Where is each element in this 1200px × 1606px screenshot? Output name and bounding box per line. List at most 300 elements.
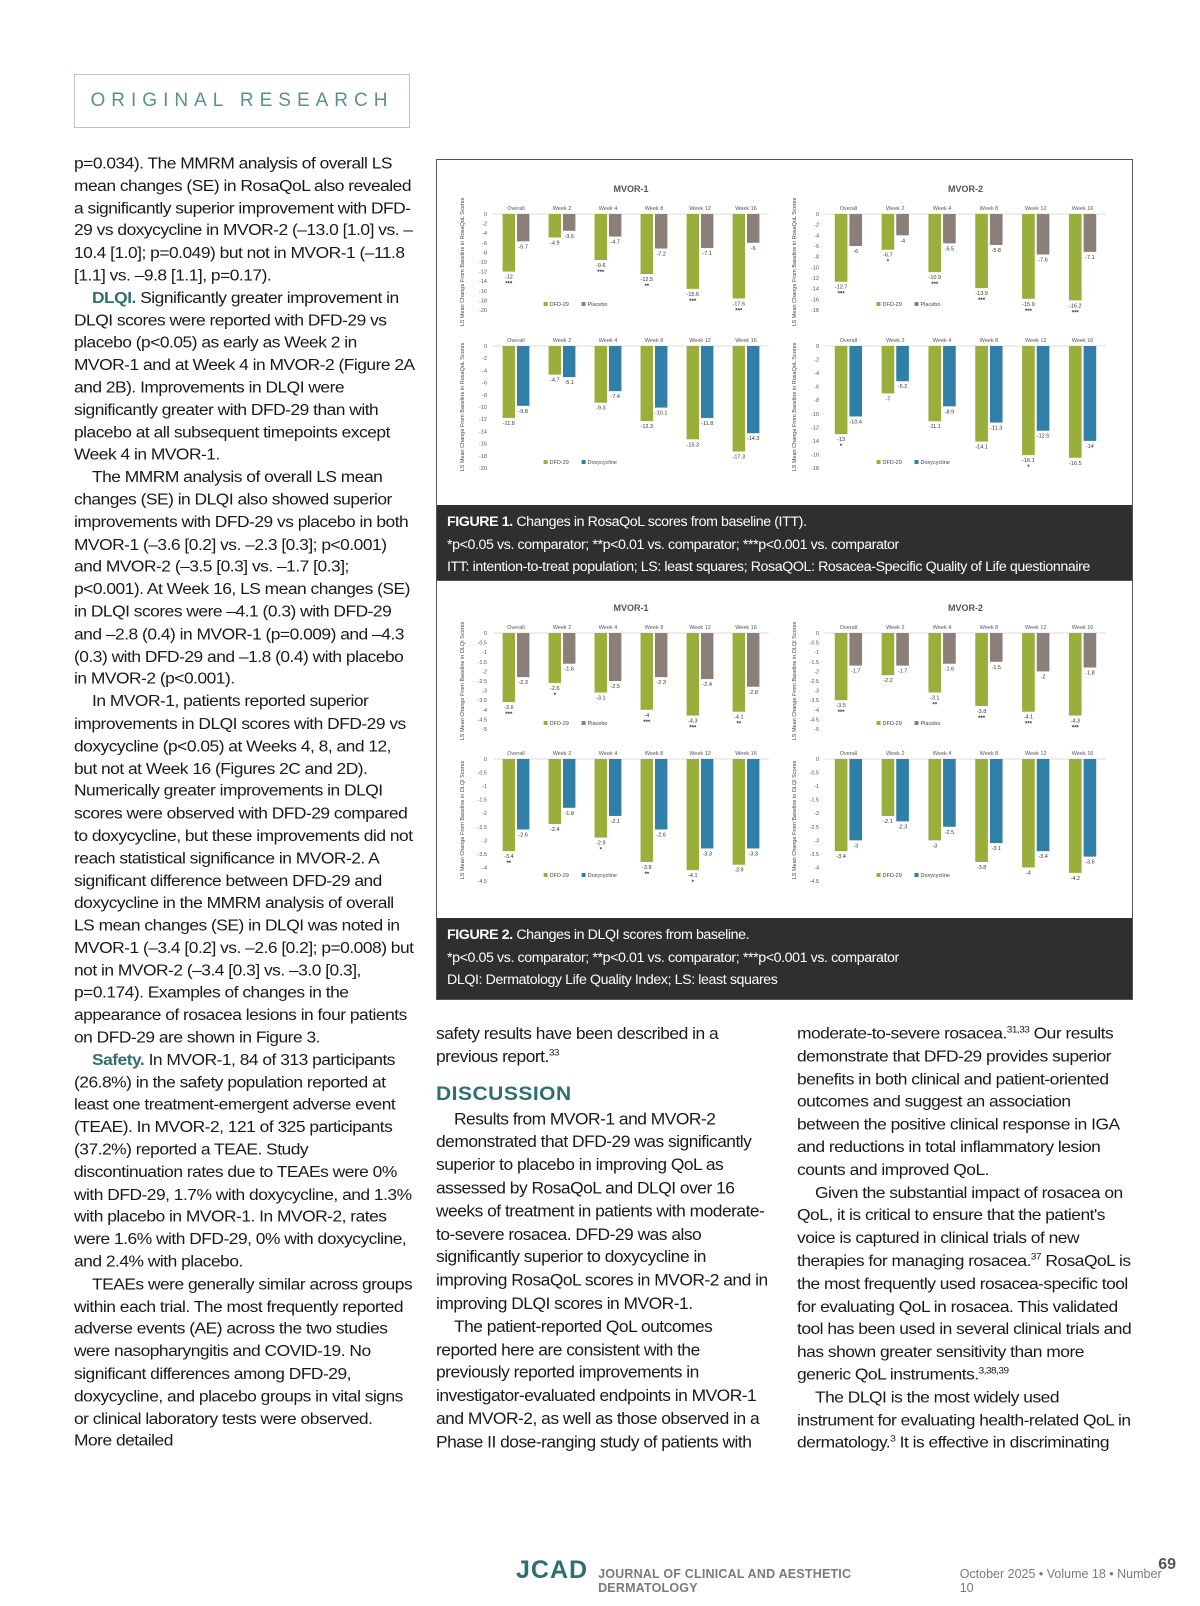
significance-mark: *** <box>643 719 651 726</box>
bar-doxycycline <box>701 346 713 418</box>
data-label: -3.8 <box>976 865 987 872</box>
y-tick-label: -12 <box>811 425 819 432</box>
data-label: -4 <box>900 238 906 245</box>
bar-placebo <box>1037 633 1050 671</box>
data-label: -7.6 <box>1038 257 1048 264</box>
y-tick-label: 0 <box>483 757 487 763</box>
category-label: Week 2 <box>552 338 572 344</box>
y-axis-label: LS Mean Change From Baseline in DLQI Scores <box>792 760 798 880</box>
data-label: -9.8 <box>518 408 528 415</box>
data-label: -6 <box>853 249 859 255</box>
reference-37: 37 <box>1030 1252 1042 1263</box>
bar-doxycycline <box>563 346 575 377</box>
data-label: -10.4 <box>849 419 863 426</box>
bar-placebo <box>896 633 909 666</box>
category-label: Overall <box>839 206 858 212</box>
y-tick-label: -16 <box>811 452 819 459</box>
data-label: -9.3 <box>596 405 606 412</box>
y-tick-label: -10 <box>479 260 487 266</box>
dlqi-heading: DLQI. <box>92 288 136 307</box>
significance-mark: * <box>599 847 602 854</box>
y-tick-label: -2 <box>814 357 819 364</box>
bar-placebo <box>747 633 759 687</box>
chart-fig1-mvor1-doxy <box>460 338 769 472</box>
significance-mark: ** <box>736 721 742 728</box>
bar-dfd-29 <box>641 214 653 274</box>
significance-mark: *** <box>1024 721 1032 728</box>
category-label: Week 4 <box>932 206 952 212</box>
bar-doxycycline <box>1037 346 1050 431</box>
bar-placebo <box>655 214 667 249</box>
y-axis-label: LS Mean Change From Baseline in RosaQoL Scores <box>792 197 798 327</box>
bar-doxycycline <box>896 346 909 381</box>
left-paragraph-safety <box>74 1049 414 1273</box>
data-label: -11.3 <box>990 425 1003 432</box>
figure-1 <box>436 159 1133 587</box>
bar-dfd-29 <box>928 633 941 693</box>
reference-3: 3 <box>890 1434 896 1445</box>
significance-mark: *** <box>978 298 986 305</box>
journal-logo: JCAD <box>516 1556 589 1584</box>
legend-swatch <box>877 460 881 464</box>
y-tick-label: -16 <box>811 297 819 304</box>
y-tick-label: -4 <box>482 231 487 238</box>
y-tick-label: -5 <box>482 727 487 733</box>
data-label: -2 <box>1040 674 1046 681</box>
y-tick-label: -2 <box>814 669 819 676</box>
data-label: -11.8 <box>701 420 714 427</box>
data-label: -4.7 <box>550 377 560 384</box>
data-label: -5.8 <box>991 247 1001 254</box>
y-tick-label: -4 <box>814 865 819 872</box>
data-label: -17.6 <box>732 301 746 308</box>
bar-placebo <box>701 214 713 248</box>
data-label: -1.8 <box>1085 670 1095 677</box>
significance-mark: ** <box>506 861 512 868</box>
significance-mark: *** <box>837 291 845 298</box>
legend-label: Placebo <box>587 721 608 727</box>
category-label: Overall <box>839 625 858 631</box>
data-label: -14 <box>1085 443 1094 450</box>
left-paragraph-4: In MVOR-1, patients reported superior improvements in DLQI scores with DFD-29 vs doxycycline (p<0.05) at Weeks 4, 8, and 12, but not at Week 16 (Figures 2C and 2D). Numerically greater improvements in DLQI scores were observed with DFD-29 compared to doxycycline, but these improvements did not reach statistical significance in MVOR-2. A significant difference between DFD-29 and doxycycline in the MMRM analysis of overall LS mean changes (SE) in DLQI was noted in MVOR-1 (–3.4 [0.2] vs. –2.6 [0.2]; p=0.008) but not in MVOR-2 (–3.4 [0.3] vs. –3.0 [0.3], p=0.174). Examples of changes in the appearance of rosacea lesions in four patients on DFD-29 are shown in Figure 3. <box>74 691 414 1047</box>
y-axis-label: LS Mean Change From Baseline in RosaQoL Scores <box>460 342 466 472</box>
legend-swatch <box>582 873 586 877</box>
significance-mark: * <box>839 444 843 451</box>
data-label: -3.1 <box>930 695 940 702</box>
bar-placebo <box>701 633 713 679</box>
y-axis-label: LS Mean Change From Baseline in DLQI Scores <box>792 621 798 741</box>
data-label: -12.5 <box>1036 433 1050 440</box>
figure-2-title: Changes in DLQI scores from baseline. <box>512 927 750 943</box>
category-label: Week 16 <box>735 751 757 757</box>
legend-label: Placebo <box>587 302 608 308</box>
bar-placebo <box>1037 214 1050 255</box>
significance-mark: *** <box>689 298 697 305</box>
bar-dfd-29 <box>503 214 515 272</box>
data-label: -6 <box>750 245 756 252</box>
data-label: -16.2 <box>1068 303 1082 310</box>
bar-dfd-29 <box>1022 759 1035 867</box>
data-label: -13 <box>837 437 846 444</box>
data-label: -3 <box>853 843 859 850</box>
bar-doxycycline <box>896 759 909 821</box>
data-label: -2.8 <box>748 689 758 696</box>
y-tick-label: -0.5 <box>809 640 819 647</box>
legend-label: DFD-29 <box>549 721 569 727</box>
bar-doxycycline <box>517 346 529 406</box>
y-tick-label: -1 <box>814 650 819 657</box>
category-label: Week 12 <box>1024 338 1047 344</box>
bar-doxycycline <box>990 759 1003 843</box>
figure-2-label: FIGURE 2. <box>447 927 513 943</box>
legend-label: DFD-29 <box>549 302 569 308</box>
bar-dfd-29 <box>1022 346 1035 455</box>
right-p2b: RosaQoL is the most frequently used rosacea-specific tool for evaluating QoL in rosacea. This validated tool has been used in several clinical trials and has shown greater sensitivity than more generic QoL instruments. <box>797 1251 1132 1384</box>
bar-doxycycline <box>1037 759 1050 851</box>
bar-dfd-29 <box>549 214 561 238</box>
bar-placebo <box>1084 214 1097 252</box>
bar-dfd-29 <box>595 633 607 693</box>
y-tick-label: -10 <box>811 411 819 418</box>
y-tick-label: -6 <box>482 380 487 387</box>
bar-doxycycline <box>849 346 862 416</box>
data-label: -5.7 <box>518 244 528 251</box>
y-tick-label: -2 <box>814 811 819 818</box>
category-label: Week 8 <box>644 338 664 344</box>
data-label: -5.1 <box>564 380 574 387</box>
middle-column <box>436 1022 772 1454</box>
data-label: -3.5 <box>836 703 846 710</box>
y-tick-label: 0 <box>815 212 819 218</box>
bar-placebo <box>517 633 529 677</box>
category-label: Week 16 <box>735 338 757 344</box>
y-tick-label: -4.5 <box>477 879 487 885</box>
category-label: Week 16 <box>1071 206 1094 212</box>
dlqi-text: Significantly greater improvement in DLQI scores were reported with DFD-29 vs placebo (p<0.05) as early as Week 2 in MVOR-1 and at Week 4 in MVOR-2 (Figure 2A and 2B). Improvements in DLQI were significantly greater with DFD-29 than with placebo at all subsequent timepoints except Week 4 in MVOR-1. <box>74 288 414 464</box>
y-tick-label: -3 <box>482 688 487 695</box>
safety-text: In MVOR-1, 84 of 313 participants (26.8%) in the safety population reported at least one treatment-emergent adverse event (TEAE). In MVOR-2, 121 of 325 participants (37.2%) reported a TEAE. Study discontinuation rates due to TEAEs were 0% with DFD-29, 1.7% with doxycycline, and 1.3% with placebo in MVOR-1. In MVOR-2, rates were 1.6% with DFD-29, 0% with doxycycline, and 2.4% with placebo. <box>74 1050 412 1271</box>
right-p2a: Given the substantial impact of rosacea on QoL, it is critical to ensure that the patient's voice is captured in clinical trials of new therapies for managing rosacea. <box>797 1183 1123 1270</box>
y-tick-label: 0 <box>483 344 487 350</box>
figure-2-charts <box>437 581 1132 918</box>
figure-1-abbreviations: ITT: intention-to-treat population; LS: least squares; RosaQOL: Rosacea-Specific Quality of Life questionnaire <box>447 559 1090 575</box>
bar-dfd-29 <box>549 346 561 375</box>
y-tick-label: -3.5 <box>809 851 819 858</box>
y-tick-label: -5 <box>814 727 819 733</box>
category-label: Overall <box>839 751 858 757</box>
bar-dfd-29 <box>733 214 745 298</box>
y-tick-label: -6 <box>814 244 819 250</box>
y-tick-label: -4 <box>482 368 487 375</box>
legend-swatch <box>877 873 881 877</box>
y-tick-label: -6 <box>482 240 487 247</box>
y-tick-label: -0.5 <box>477 640 487 647</box>
y-axis-label: LS Mean Change From Baseline in DLQI Scores <box>460 760 466 880</box>
y-tick-label: -2.5 <box>477 824 487 831</box>
legend-swatch <box>582 302 586 306</box>
right-column <box>797 1022 1137 1454</box>
bar-placebo <box>563 633 575 664</box>
significance-mark: *** <box>931 282 939 289</box>
category-label: Week 8 <box>644 625 664 631</box>
legend-swatch <box>582 721 586 725</box>
reference-33: 33 <box>548 1048 559 1059</box>
significance-mark: *** <box>1071 725 1079 732</box>
y-tick-label: -8 <box>482 250 487 257</box>
journal-name: JOURNAL OF CLINICAL AND AESTHETIC DERMATOLOGY <box>598 1567 852 1595</box>
significance-mark: * <box>691 880 694 887</box>
data-label: -5.2 <box>897 384 908 391</box>
legend-swatch <box>544 302 548 306</box>
bar-dfd-29 <box>882 346 895 393</box>
legend-label: DFD-29 <box>882 873 902 879</box>
category-label: Week 12 <box>1024 751 1047 757</box>
y-tick-label: -2.5 <box>809 824 819 831</box>
bar-dfd-29 <box>687 346 699 439</box>
category-label: Week 2 <box>885 751 905 757</box>
data-label: -14.3 <box>746 436 760 443</box>
bar-placebo <box>655 633 667 677</box>
figure-2-caption <box>437 918 1132 999</box>
bar-dfd-29 <box>733 346 745 452</box>
category-label: Week 2 <box>552 206 572 212</box>
data-label: -4.2 <box>1070 875 1081 882</box>
legend-swatch <box>915 460 919 464</box>
figure-1-charts <box>437 160 1132 505</box>
y-tick-label: -14 <box>479 429 487 436</box>
middle-p1-text: safety results have been described in a previous report. <box>436 1023 719 1066</box>
legend-label: Placebo <box>920 302 941 308</box>
significance-mark: *** <box>505 281 513 288</box>
y-tick-label: -1.5 <box>809 659 819 666</box>
y-tick-label: -1.5 <box>477 797 487 804</box>
category-label: Week 16 <box>1071 751 1094 757</box>
data-label: -11.1 <box>928 424 941 431</box>
data-label: -15.3 <box>686 442 700 449</box>
reference-31-33: 31,33 <box>1006 1024 1030 1036</box>
data-label: -2.6 <box>656 832 666 839</box>
data-label: -11.8 <box>502 420 515 427</box>
bar-doxycycline <box>1084 346 1097 441</box>
y-tick-label: -18 <box>811 308 819 314</box>
left-paragraph-3: The MMRM analysis of overall LS mean changes (SE) in DLQI also showed superior improvements with DFD-29 vs placebo in both MVOR-1 (–3.6 [0.2] vs. –2.3 [0.3]; p<0.001) and MVOR-2 (–3.5 [0.3] vs. –1.7 [0.3]; p<0.001). At Week 16, LS mean changes (SE) in DLQI scores were –4.1 (0.3) with DFD-29 and –2.8 (0.4) in MVOR-1 (p=0.009) and –4.3 (0.3) with DFD-29 and –1.8 (0.4) with placebo in MVOR-2 (p<0.001). <box>74 467 410 688</box>
bar-dfd-29 <box>1022 214 1035 299</box>
section-label-box <box>74 74 410 128</box>
significance-mark: *** <box>505 712 513 719</box>
data-label: -6.7 <box>883 252 893 259</box>
category-label: Week 8 <box>644 751 664 757</box>
y-tick-label: -1 <box>482 784 487 791</box>
data-label: -3.1 <box>991 846 1001 853</box>
data-label: -3.1 <box>596 695 606 702</box>
data-label: -3.8 <box>642 865 652 872</box>
bar-dfd-29 <box>641 759 653 862</box>
y-tick-label: -12 <box>811 276 819 282</box>
category-label: Week 4 <box>598 338 618 344</box>
y-axis-label: LS Mean Change From Baseline in RosaQoL Scores <box>792 342 798 472</box>
middle-paragraph-3: The patient-reported QoL outcomes reported here are consistent with the previously reported improvements in investigator-evaluated endpoints in MVOR-1 and MVOR-2, as well as those observed in a Phase II dose-ranging study of patients with <box>436 1316 760 1451</box>
data-label: -7.4 <box>610 394 620 401</box>
left-paragraph-6: TEAEs were generally similar across groups within each trial. The most frequently reported adverse events (AE) across the two studies were nasopharyngitis and COVID-19. No significant differences among DFD-29, doxycycline, and placebo groups in vital signs or clinical laboratory tests were observed. More detailed <box>74 1274 413 1450</box>
data-label: -1.6 <box>944 666 955 673</box>
category-label: Overall <box>839 338 858 344</box>
data-label: -3.3 <box>702 851 712 858</box>
data-label: -7.1 <box>702 251 712 258</box>
data-label: -7.1 <box>1085 254 1095 261</box>
data-label: -2.9 <box>596 840 606 847</box>
category-label: Week 16 <box>1071 338 1094 344</box>
bar-doxycycline <box>563 759 575 808</box>
data-label: -3.6 <box>1085 859 1095 866</box>
chart-fig1-mvor2-placebo <box>792 184 1106 326</box>
bar-doxycycline <box>609 346 621 391</box>
category-label: Week 4 <box>932 625 952 631</box>
data-label: -4.1 <box>734 714 744 721</box>
y-tick-label: -8 <box>482 392 487 399</box>
data-label: -1.5 <box>991 664 1001 671</box>
y-tick-label: -12 <box>479 269 487 276</box>
data-label: -3.5 <box>564 233 574 240</box>
data-label: -3.4 <box>1038 854 1048 861</box>
significance-mark: *** <box>1024 308 1032 315</box>
data-label: -2.3 <box>656 680 666 687</box>
right-paragraph-1 <box>797 1022 1137 1181</box>
data-label: -1.6 <box>564 666 574 673</box>
data-label: -3.4 <box>836 854 846 861</box>
data-label: -2.4 <box>550 827 560 834</box>
legend-swatch <box>915 721 919 725</box>
bar-dfd-29 <box>733 633 745 712</box>
y-tick-label: -3 <box>482 838 487 845</box>
bar-placebo <box>747 214 759 243</box>
y-tick-label: -3.5 <box>809 698 819 705</box>
y-tick-label: -16 <box>479 288 487 295</box>
y-tick-label: -2 <box>482 811 487 818</box>
bar-placebo <box>943 214 956 243</box>
right-paragraph-3 <box>797 1386 1137 1454</box>
category-label: Week 2 <box>552 625 572 631</box>
page-number: 69 <box>1158 1556 1176 1573</box>
y-tick-label: 0 <box>483 631 487 637</box>
data-label: -2.3 <box>518 680 528 687</box>
bar-dfd-29 <box>1069 346 1082 458</box>
data-label: -4 <box>1025 870 1031 877</box>
figure-2 <box>436 580 1133 1000</box>
bar-dfd-29 <box>975 214 988 288</box>
data-label: -4.3 <box>688 718 698 725</box>
y-tick-label: -4 <box>482 865 487 872</box>
category-label: Week 4 <box>598 625 618 631</box>
y-tick-label: -4 <box>814 707 819 714</box>
data-label: -5.5 <box>944 246 955 253</box>
y-tick-label: -12 <box>479 417 487 424</box>
bar-doxycycline <box>517 759 529 829</box>
category-label: Overall <box>507 625 525 631</box>
legend-swatch <box>544 873 548 877</box>
significance-mark: * <box>1027 465 1030 472</box>
legend-swatch <box>582 460 586 464</box>
significance-mark: * <box>553 692 556 699</box>
y-tick-label: -18 <box>479 453 487 460</box>
bar-dfd-29 <box>835 346 848 434</box>
bar-placebo <box>563 214 575 231</box>
right-p3b: It is effective in discriminating <box>895 1433 1109 1452</box>
data-label: -14.1 <box>975 444 988 451</box>
bar-dfd-29 <box>835 214 848 282</box>
chart-title: MVOR-1 <box>613 603 649 613</box>
bar-placebo <box>849 214 862 246</box>
bar-dfd-29 <box>835 759 848 851</box>
bar-dfd-29 <box>641 346 653 421</box>
data-label: -15.9 <box>1022 301 1035 308</box>
reference-3-38-39: 3,38,39 <box>978 1366 1009 1377</box>
chart-fig1-mvor1-placebo <box>460 184 769 326</box>
category-label: Week 4 <box>932 338 952 344</box>
legend-label: Doxycycline <box>920 873 950 879</box>
category-label: Overall <box>507 206 525 212</box>
y-tick-label: -6 <box>814 384 819 391</box>
legend-label: DFD-29 <box>882 302 902 308</box>
bar-dfd-29 <box>882 633 895 675</box>
data-label: -12.7 <box>834 284 848 291</box>
bar-dfd-29 <box>882 759 895 816</box>
bar-dfd-29 <box>549 633 561 683</box>
y-tick-label: -4.5 <box>809 879 819 885</box>
y-tick-label: -20 <box>479 466 487 472</box>
data-label: -7.2 <box>656 251 666 258</box>
y-tick-label: -0.5 <box>477 770 487 777</box>
data-label: -3 <box>932 843 938 850</box>
y-tick-label: -16 <box>479 441 487 448</box>
right-p1b: Our results demonstrate that DFD-29 provides superior benefits in both clinical and patient-oriented outcomes and suggest an association between the positive clinical response in IGA and reductions in total inflammatory lesion counts and improved QoL. <box>797 1023 1119 1179</box>
bar-placebo <box>849 633 862 666</box>
category-label: Week 2 <box>885 338 905 344</box>
bar-dfd-29 <box>1069 759 1082 873</box>
bar-dfd-29 <box>641 633 653 710</box>
y-tick-label: -2 <box>482 221 487 228</box>
significance-mark: *** <box>689 725 697 732</box>
bar-dfd-29 <box>882 214 895 250</box>
bar-doxycycline <box>609 759 621 816</box>
chart-title: MVOR-1 <box>613 184 649 194</box>
legend-label: DFD-29 <box>549 460 569 466</box>
category-label: Week 2 <box>885 625 905 631</box>
bar-placebo <box>990 633 1003 662</box>
chart-title: MVOR-2 <box>947 184 984 194</box>
y-tick-label: -3.5 <box>477 698 487 705</box>
y-tick-label: -1 <box>814 784 819 791</box>
chart-fig2-mvor2-placebo <box>792 603 1106 740</box>
bar-dfd-29 <box>928 346 941 421</box>
middle-paragraph-1 <box>436 1022 772 1068</box>
data-label: -13.9 <box>975 291 988 298</box>
y-tick-label: -20 <box>479 308 487 314</box>
significance-mark: * <box>886 259 890 266</box>
y-tick-label: -3 <box>814 838 819 845</box>
discussion-heading: DISCUSSION <box>436 1083 572 1105</box>
y-tick-label: -2.5 <box>477 679 487 685</box>
bar-dfd-29 <box>975 633 988 706</box>
y-tick-label: -10 <box>811 265 819 272</box>
category-label: Week 8 <box>979 625 999 631</box>
legend-swatch <box>877 302 881 306</box>
data-label: -2.6 <box>518 832 528 839</box>
chart-fig2-mvor1-doxy <box>460 751 769 886</box>
figure-1-label: FIGURE 1. <box>447 514 513 530</box>
legend-swatch <box>544 721 548 725</box>
data-label: -4.3 <box>1070 718 1081 725</box>
middle-paragraph-2: Results from MVOR-1 and MVOR-2 demonstrated that DFD-29 was significantly superior to placebo in improving QoL as assessed by RosaQoL and DLQI over 16 weeks of treatment in patients with moderate-to-severe rosacea. DFD-29 was also significantly superior to doxycycline in improving RosaQoL scores in MVOR-2 and in improving DLQI scores in MVOR-1. <box>436 1109 768 1313</box>
